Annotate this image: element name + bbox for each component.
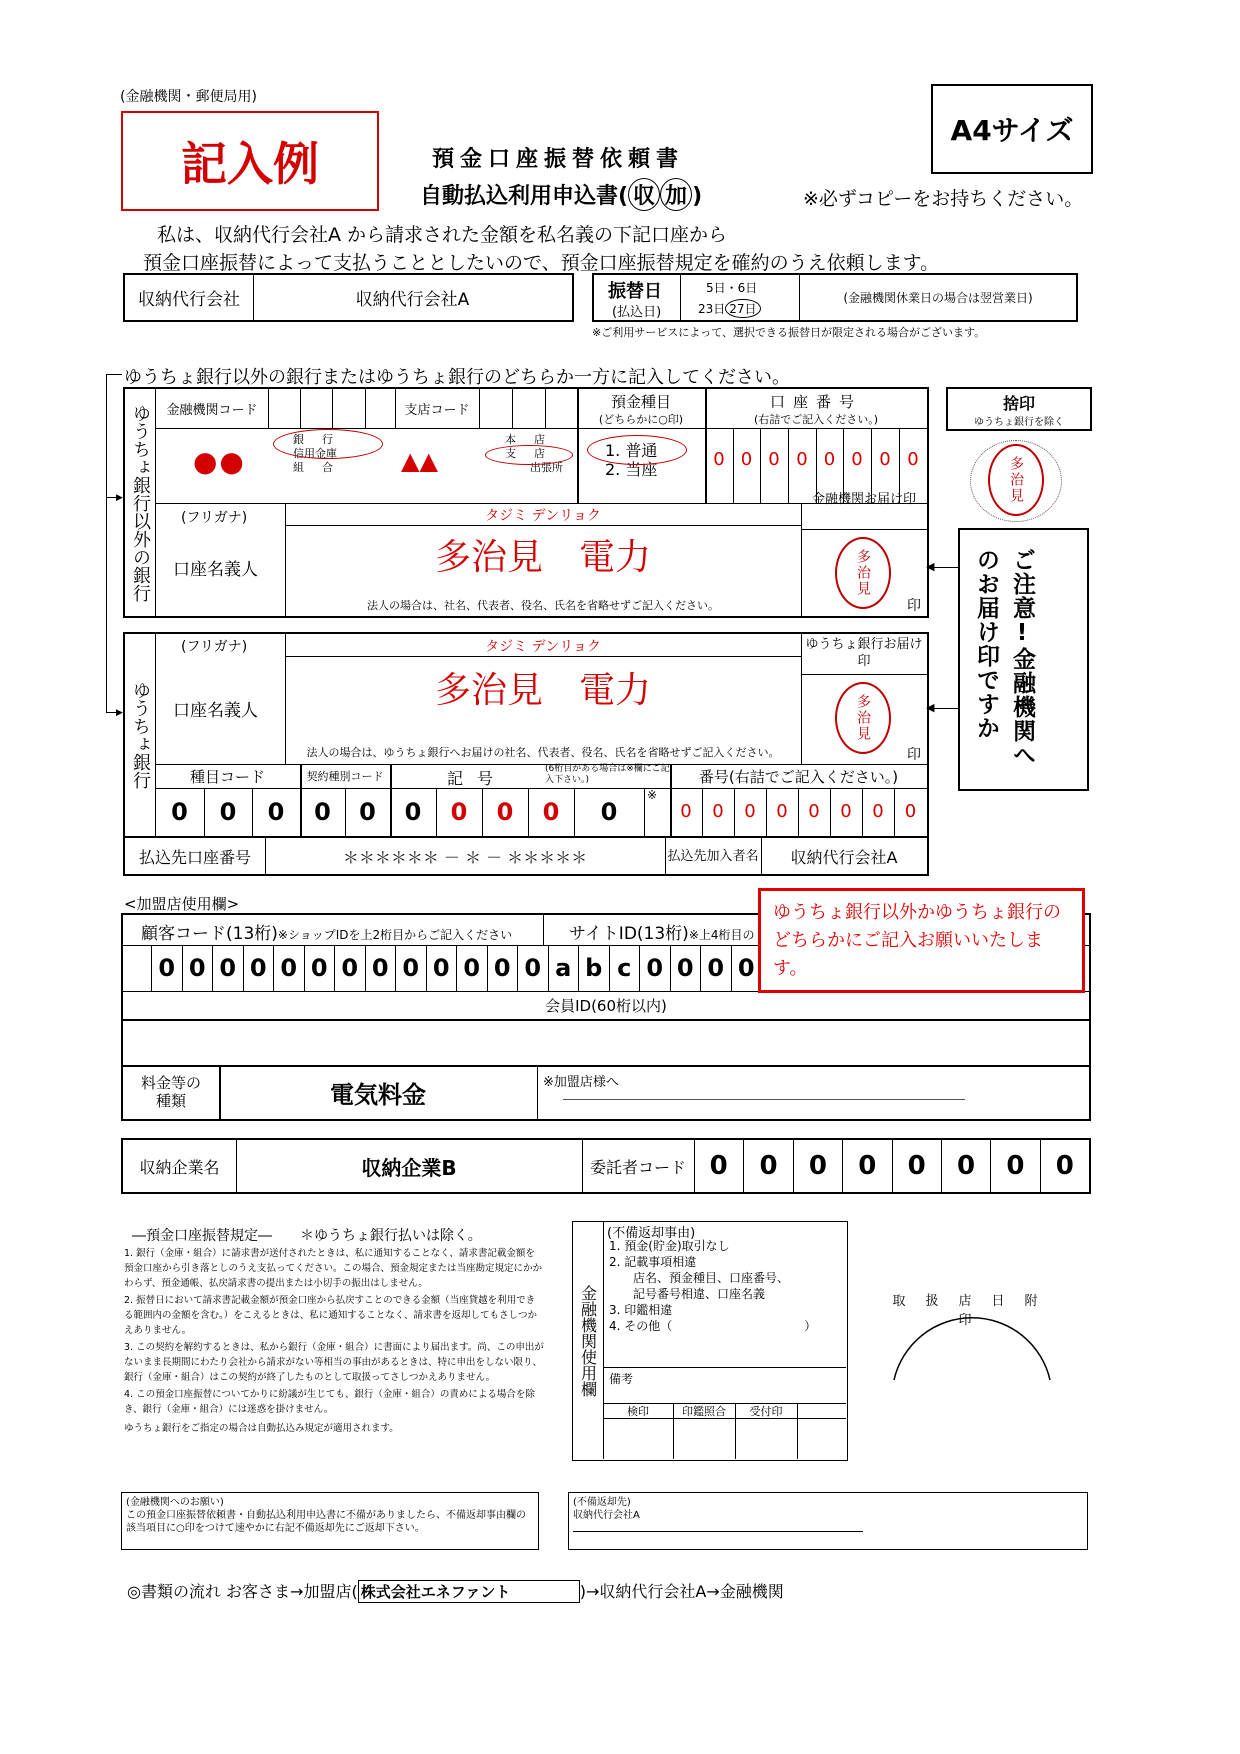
form-subtitle-suffix: ) xyxy=(692,184,703,209)
number-digit: 0 xyxy=(776,801,788,822)
customer-code-digit: 0 xyxy=(151,945,182,991)
notice-text: ご注意!金融機関へのお届け印ですか xyxy=(973,548,1035,767)
rules-yucho-note: ゆうちょ銀行をご指定の場合は自動払込み規定が適用されます。 xyxy=(124,1423,399,1434)
notice-box xyxy=(958,528,1089,791)
contract-code-label: 契約種別コード xyxy=(306,770,384,783)
account-digit: 0 xyxy=(713,449,725,470)
bank-type-circle xyxy=(273,429,383,459)
size-label: A4サイズ xyxy=(931,84,1093,174)
account-number-sub: (右詰でご記入ください。) xyxy=(753,413,879,426)
payee-name-value: 収納代行会社A xyxy=(790,847,898,867)
account-digit: 0 xyxy=(768,449,780,470)
number-digit: 0 xyxy=(744,801,756,822)
deposit-type-circle xyxy=(587,435,687,465)
branch-type-shiten: 支店 xyxy=(505,447,563,460)
agent-label: 収納代行会社 xyxy=(138,290,240,310)
reason-title: (不備返却事由) xyxy=(607,1226,696,1241)
payee-name-label: 払込先加入者名 xyxy=(667,848,759,864)
intro-line-2: 預金口座振替によって支払うこととしたいので、預金口座振替規定を確約のうえ依頼します。 xyxy=(143,252,940,274)
yucho-furigana-value: タジミ デンリョク xyxy=(485,639,601,655)
discard-seal-box xyxy=(946,387,1092,431)
bank-type-bank: 銀行 xyxy=(293,433,351,446)
request-text: この預金口座振替依頼書・自動払込利用申込書に不備がありましたら、不備返却事由欄の該当項目に○印をつけて速やかに右記不備返却先にご返却下さい。 xyxy=(126,1510,526,1534)
copy-note: ※必ずコピーをお持ちください。 xyxy=(803,188,1084,210)
yucho-corp-note: 法人の場合は、ゆうちょ銀行へお届けの社名、代表者、役名、氏名を省略せずご記入ください。 xyxy=(306,746,780,759)
number-digit: 0 xyxy=(712,801,724,822)
customer-code-digit: 0 xyxy=(487,945,518,991)
flow-suffix: )→収納代行会社A→金融機関 xyxy=(579,1582,784,1601)
symbol-digit: 0 xyxy=(404,798,422,826)
deposit-type-touza: 2. 当座 xyxy=(605,460,658,479)
customer-code-digit: 0 xyxy=(273,945,304,991)
date-stamp-label: 取扱店日附印 xyxy=(892,1294,1058,1328)
site-id-digit: 0 xyxy=(700,945,731,991)
consignor-label: 委託者コード xyxy=(589,1157,686,1177)
yucho-furigana-label: (フリガナ) xyxy=(181,639,248,655)
site-id-digit: 0 xyxy=(731,945,762,991)
yucho-side-label: ゆうちょ銀行 xyxy=(130,681,151,789)
contract-digit: 0 xyxy=(359,798,376,826)
reason-item: 2. 記載事項相違 xyxy=(609,1255,697,1269)
account-digit: 0 xyxy=(907,449,919,470)
customer-code-digit: 0 xyxy=(182,945,213,991)
payee-row xyxy=(123,836,929,876)
site-id-digit: 0 xyxy=(670,945,701,991)
account-digit: 0 xyxy=(796,449,808,470)
number-digit: 0 xyxy=(840,801,852,822)
account-digit: 0 xyxy=(740,449,753,470)
site-id-digit: c xyxy=(609,945,640,991)
notice-arrow-head-1: ◀ xyxy=(926,560,935,573)
bank-instruction: ゆうちょ銀行以外の銀行またはゆうちょ銀行のどちらか一方に記入してください。 xyxy=(124,367,790,388)
customer-code-digit: 0 xyxy=(334,945,365,991)
date-27-circled: 27日 xyxy=(725,299,760,318)
branch-code-label: 支店コード xyxy=(404,403,470,418)
bank-type-kumiai: 組合 xyxy=(293,461,351,474)
return-box xyxy=(568,1492,1088,1550)
deposit-type-futsu: 1. 普通 xyxy=(605,441,658,460)
fee-type-value: 電気料金 xyxy=(330,1080,426,1109)
number-digit: 0 xyxy=(808,801,820,822)
reason-item: 1. 預金(貯金)取引なし xyxy=(609,1239,730,1253)
stamp-col-kenin: 検印 xyxy=(627,1404,649,1418)
rules-title: ―預金口座振替規定― xyxy=(132,1228,272,1244)
bracket-top xyxy=(106,374,122,375)
callout-box: ゆうちょ銀行以外かゆうちょ銀行のどちらかにご記入お願いいたします。 xyxy=(758,888,1085,993)
consignor-digit-row xyxy=(694,1140,1089,1192)
rule-item: 2. 振替日において請求書記載金額が預金口座から払戻すことのできる金額（当座貸越を利用できる範囲内の金額を含む。）をこえるときは、私に通知することなく、請求書を返却してもさしつかえありません。 xyxy=(124,1295,538,1336)
rules-title-note: ＊ゆうちょ銀行払いは除く。 xyxy=(300,1228,482,1244)
arrow-head-1: ▶ xyxy=(116,493,123,503)
branch-name-value: ▲▲ xyxy=(401,447,438,475)
seal-mark: 印 xyxy=(907,598,921,614)
rules-header xyxy=(132,1225,482,1245)
customer-code-digit: 0 xyxy=(395,945,426,991)
customer-code-digit: 0 xyxy=(212,945,243,991)
subtitle-circle-1: 収 xyxy=(628,178,660,211)
holiday-note: (金融機関休業日の場合は翌営業日) xyxy=(843,291,1033,305)
symbol-label: 記号 xyxy=(447,769,508,788)
company-value: 収納企業B xyxy=(361,1155,457,1180)
payee-account-label: 払込先口座番号 xyxy=(138,847,251,867)
contract-digit: 0 xyxy=(314,798,331,826)
flow-prefix: ◎書類の流れ お客さま→加盟店( xyxy=(127,1582,358,1601)
flow-merchant: 株式会社エネファント xyxy=(358,1580,580,1603)
rules-list xyxy=(124,1246,544,1436)
reason-item: 記号番号相違、口座名義 xyxy=(609,1287,766,1301)
site-id-area xyxy=(569,919,755,944)
transfer-dates-line2 xyxy=(698,299,761,318)
symbol-digit: 0 xyxy=(450,798,468,826)
fee-type-label: 料金等の種類 xyxy=(140,1074,201,1110)
agent-value: 収納代行会社A xyxy=(355,290,470,310)
furigana-label: (フリガナ) xyxy=(181,510,248,526)
number-label: 番号(右詰でご記入ください。) xyxy=(698,767,899,786)
bank-type-shinkin: 信用金庫 xyxy=(293,447,337,460)
arrow-head-2: ▶ xyxy=(116,708,123,718)
form-subtitle-prefix: 自動払込利用申込書( xyxy=(420,184,629,209)
holder-value: 多治見 電力 xyxy=(434,537,651,578)
customer-code-digit: 0 xyxy=(456,945,487,991)
symbol-digit: 0 xyxy=(542,798,560,826)
site-id-digit: a xyxy=(548,945,579,991)
account-number-label: 口座番号 xyxy=(769,393,862,411)
customer-code-label: 顧客コード(13桁) xyxy=(141,924,278,944)
rule-item: 4. この預金口座振替についてかりに紛議が生じても、銀行（金庫・組合）の責めによる場合を除き、銀行（金庫・組合）には迷惑を掛けません。 xyxy=(124,1389,535,1415)
yucho-section xyxy=(123,632,929,838)
site-id-digit: b xyxy=(578,945,609,991)
transfer-label: 振替日 xyxy=(608,281,662,302)
customer-code-digit: 0 xyxy=(426,945,457,991)
example-label: 記入例 xyxy=(121,111,379,211)
return-value: 収納代行会社A xyxy=(573,1510,640,1521)
yucho-holder-value: 多治見 電力 xyxy=(434,670,651,711)
consignor-digit: 0 xyxy=(892,1140,941,1192)
discard-seal-sub: ゆうちょ銀行を除く xyxy=(974,417,1064,428)
document-flow xyxy=(127,1579,784,1603)
company-label: 収納企業名 xyxy=(139,1157,220,1177)
return-title: (不備返却先) xyxy=(573,1497,631,1508)
type-code-label: 種目コード xyxy=(189,767,265,786)
stamp-col-inkan: 印鑑照合 xyxy=(682,1404,726,1418)
yucho-seal-mark: 印 xyxy=(907,747,921,763)
consignor-digit: 0 xyxy=(793,1140,842,1192)
number-digit: 0 xyxy=(904,801,917,822)
date-23: 23日 xyxy=(698,302,726,316)
form-subtitle xyxy=(420,178,702,211)
subtitle-circle-2: 加 xyxy=(660,178,692,211)
branch-type-circle xyxy=(485,445,573,465)
account-digit: 0 xyxy=(851,449,863,470)
symbol-note: (6桁目がある場合は※欄にご記入下さい。) xyxy=(545,764,670,785)
consignor-digit: 0 xyxy=(990,1140,1039,1192)
date-stamp-arc xyxy=(862,1270,1082,1390)
notes-label: 備考 xyxy=(609,1372,634,1386)
yucho-hanko: 多治見 xyxy=(835,682,891,754)
bracket-line xyxy=(106,374,107,712)
branch-type-honten: 本店 xyxy=(505,433,563,446)
consignor-digit: 0 xyxy=(941,1140,990,1192)
agent-row xyxy=(123,273,574,322)
yucho-holder-label: 口座名義人 xyxy=(173,701,258,721)
site-id-label: サイトID(13桁) xyxy=(569,924,689,944)
number-digit: 0 xyxy=(680,801,692,822)
bank-code-label: 金融機関コード xyxy=(166,403,258,418)
seal-label: 金融機関お届け印 xyxy=(811,492,916,507)
service-note: ※ご利用サービスによって、選択できる振替日が限定される場合がございます。 xyxy=(592,326,986,339)
payee-account-value: ＊＊＊＊＊＊ － ＊ － ＊＊＊＊＊ xyxy=(342,847,588,867)
site-id-note: ※上4桁目の xyxy=(688,928,755,942)
rule-item: 3. この契約を解約するときは、私から銀行（金庫・組合）に書面により届出ます。尚、この申出がないまま長期間にわたり会社から請求がない等相当の事由があるときは、特に申出をしない限り、銀行（金庫・組合）はこの契約が終了したものとして取扱ってさしつかえありません。 xyxy=(124,1342,544,1383)
symbol-digit: 0 xyxy=(600,798,618,826)
type-code-digit: 0 xyxy=(267,798,285,826)
merchant-note: ※加盟店様へ xyxy=(543,1075,619,1090)
account-digit: 0 xyxy=(823,449,836,470)
customer-code-area xyxy=(141,919,512,944)
reason-item: 店名、預金種目、口座番号、 xyxy=(609,1271,790,1285)
consignor-digit: 0 xyxy=(1040,1140,1089,1192)
deposit-type-label: 預金種目 xyxy=(610,393,671,411)
request-title: (金融機関へのお願い) xyxy=(126,1497,224,1508)
consignor-digit: 0 xyxy=(743,1140,792,1192)
reason-list xyxy=(609,1238,816,1334)
discard-seal-label: 捨印 xyxy=(1002,394,1035,413)
rule-item: 1. 銀行（金庫・組合）に請求書が送付されたときは、私に通知することなく、請求書記載金額を預金口座から引き落としのうえ支払ってください。この場合、預金規定または当座勘定規定にかかわらず、預金通帳、払戻請求書の提出または小切手の振出はしません。 xyxy=(124,1248,543,1289)
transfer-date-box xyxy=(592,273,1078,322)
stamp-col-uketsuke: 受付印 xyxy=(749,1404,783,1418)
reason-item: 4. その他（ ） xyxy=(609,1319,817,1333)
type-code-digit: 0 xyxy=(219,798,237,826)
bank-hanko: 多治見 xyxy=(835,537,891,609)
customer-code-digit: 0 xyxy=(243,945,274,991)
bank-section xyxy=(123,387,929,618)
request-box xyxy=(121,1492,539,1550)
number-digit: 0 xyxy=(872,801,884,822)
site-id-digit: 0 xyxy=(639,945,670,991)
form-title: 預金口座振替依頼書 xyxy=(432,147,685,172)
merchant-title: <加盟店使用欄> xyxy=(124,895,240,913)
institution-use-box xyxy=(572,1221,848,1461)
type-code-digit: 0 xyxy=(171,798,188,826)
discard-hanko: 多治見 xyxy=(988,444,1044,516)
corp-note: 法人の場合は、社名、代表者、役名、氏名を省略せずご記入ください。 xyxy=(367,599,719,612)
symbol-digit: 0 xyxy=(496,798,514,826)
notice-arrow-head-2: ◀ xyxy=(926,701,935,714)
yucho-seal-label: ゆうちょ銀行お届け印 xyxy=(805,637,923,669)
intro-line-1: 私は、収納代行会社A から請求された金額を私名義の下記口座から xyxy=(157,224,728,246)
holder-label: 口座名義人 xyxy=(173,560,258,580)
transfer-dates-line1: 5日・6日 xyxy=(706,281,758,295)
consignor-digit: 0 xyxy=(709,1151,728,1181)
company-row xyxy=(121,1138,1091,1194)
account-digit: 0 xyxy=(879,449,891,470)
deposit-type-sub: (どちらかに○印) xyxy=(598,413,684,426)
customer-code-digit: 0 xyxy=(304,945,335,991)
institution-note: (金融機関・郵便局用) xyxy=(120,89,257,105)
bank-name-value: ●● xyxy=(193,445,246,478)
number-digits xyxy=(670,788,927,836)
bank-side-label: ゆうちょ銀行以外の銀行 xyxy=(130,403,151,602)
branch-type-shucchoujo: 出張所 xyxy=(530,461,563,474)
consignor-digit: 0 xyxy=(842,1140,891,1192)
customer-code-digit: 0 xyxy=(517,945,548,991)
institution-side-label: 金融機関使用欄 xyxy=(578,1284,598,1397)
asterisk-cell: ※ xyxy=(647,788,658,802)
customer-code-digit: 0 xyxy=(365,945,396,991)
furigana-value: タジミ デンリョク xyxy=(485,508,601,524)
customer-code-note: ※ショップIDを上2桁目からご記入ください xyxy=(277,928,513,942)
member-id-label: 会員ID(60桁以内) xyxy=(545,996,667,1015)
transfer-sub: (払込日) xyxy=(612,305,662,320)
reason-item: 3. 印鑑相違 xyxy=(609,1303,673,1317)
